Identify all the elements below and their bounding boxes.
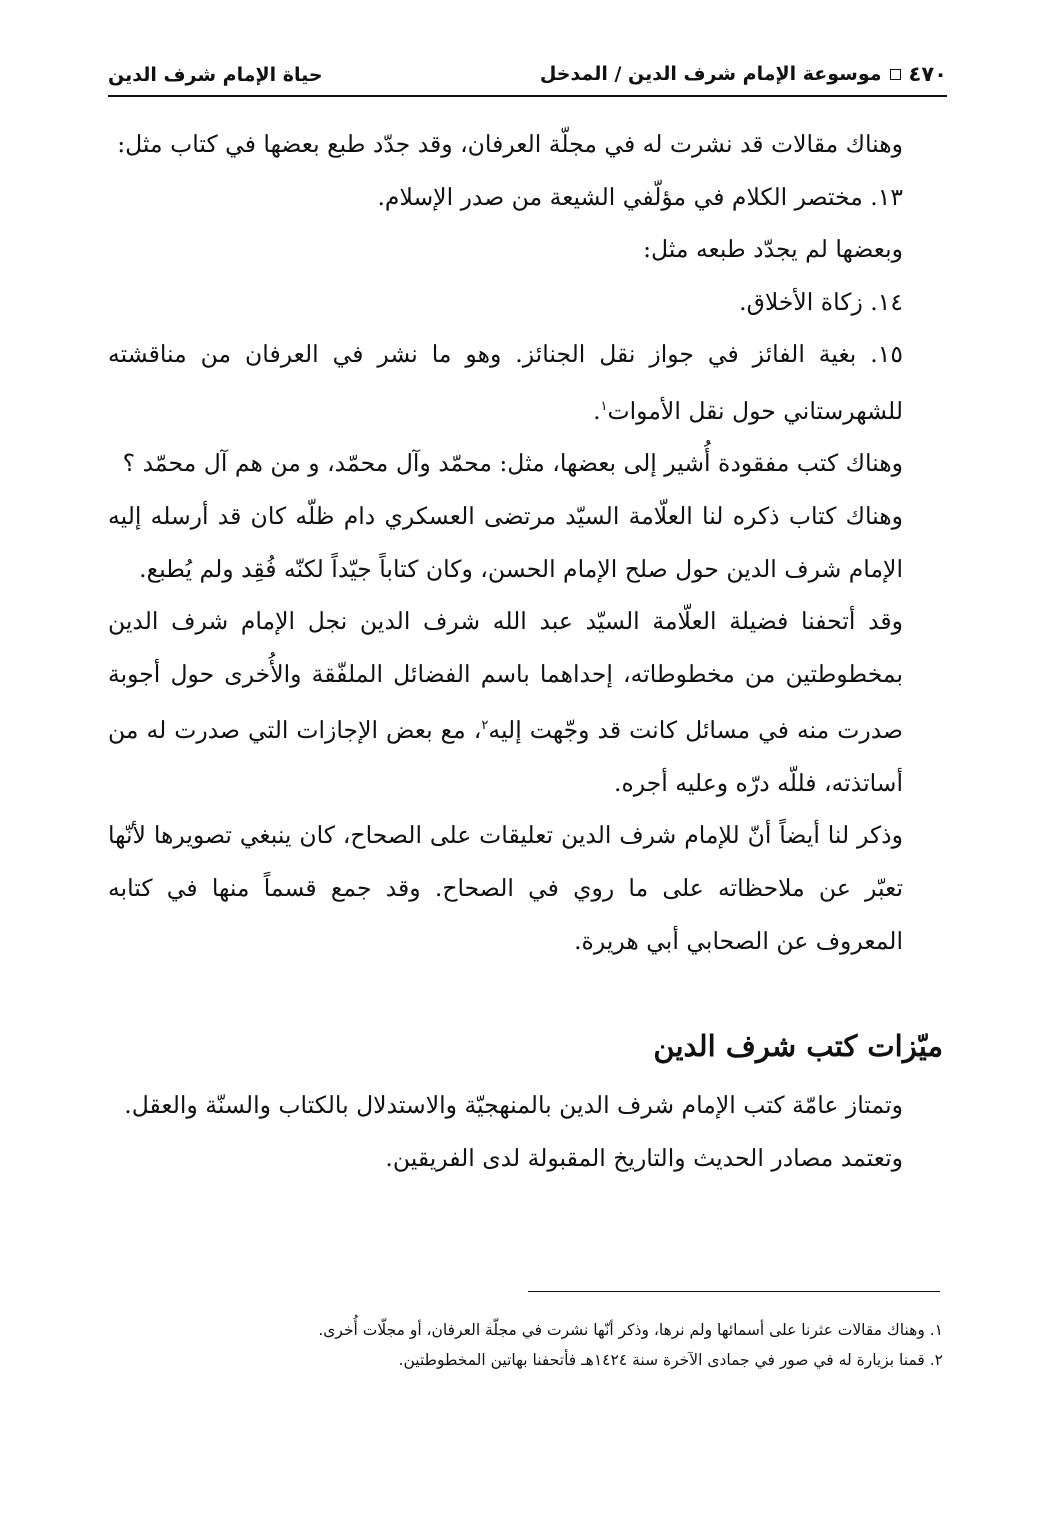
paragraph-text: وقد أتحفنا فضيلة العلّامة السيّد عبد الله شرف الدين نجل الإمام شرف الدين بمخطوطتين من مخطوطاته، إحداهما باسم الفضائل الملفّقة والأُخرى حول أجوبة صدرت منه في مسائل كانت قد وجّهت إليه [108, 607, 903, 745]
footnote-ref: ١ [600, 398, 608, 414]
square-separator-icon [890, 69, 901, 80]
paragraph: وذكر لنا أيضاً أنّ للإمام شرف الدين تعليقات على الصحاح، كان ينبغي تصويرها لأنّها تعبّر عن ملاحظاته على ما روي في الصحاح. وقد جمع قسماً منها في كتابه المعروف عن الصحابي أبي هريرة. [108, 821, 903, 955]
footnote-rule [528, 1291, 940, 1292]
book-title: موسوعة الإمام شرف الدين / المدخل [539, 63, 882, 85]
paragraph: وهناك كتاب ذكره لنا العلّامة السيّد مرتضى العسكري دام ظلّه كان قد أرسله إليه الإمام شرف الدين حول صلح الإمام الحسن، وكان كتاباً جيّداً لكنّه فُقِد ولم يُطبع. [108, 501, 903, 583]
list-item-text: ١٥. بغية الفائز في جواز نقل الجنائز. وهو ما نشر في العرفان من مناقشته للشهرستاني حول نقل الأموات [108, 340, 903, 425]
running-title: حياة الإمام شرف الدين [108, 64, 323, 86]
body-text [108, 118, 943, 1184]
footnote: ٢. قمنا بزيارة له في صور في جمادى الآخرة سنة ١٤٢٤هـ فأتحفنا بهاتين المخطوطتين. [398, 1351, 943, 1369]
header-right [540, 62, 947, 86]
footnote-ref: ٢ [481, 718, 489, 734]
list-item: ١٥. بغية الفائز في جواز نقل الجنائز. وهو ما نشر في العرفان من مناقشته للشهرستاني حول نقل الأموات$^١$. [108, 340, 903, 425]
paragraph: وتعتمد مصادر الحديث والتاريخ المقبولة لدى الفريقين. [385, 1143, 903, 1172]
paragraph: وهناك مقالات قد نشرت له في مجلّة العرفان، وقد جدّد طبع بعضها في كتاب مثل: [117, 130, 903, 158]
paragraph: وتمتاز عامّة كتب الإمام شرف الدين بالمنهجيّة والاستدلال بالكتاب والسنّة والعقل. [124, 1091, 903, 1120]
list-item: ١٤. زكاة الأخلاق. [739, 287, 903, 316]
header-rule [108, 95, 947, 97]
paragraph [108, 595, 943, 809]
footnote: ١. وهناك مقالات عثرنا على أسمائها ولم نرها، وذكر أنّها نشرت في مجلّة العرفان، أو مجلّات أُخرى. [318, 1321, 943, 1339]
section-heading: ميّزات كتب شرف الدين [653, 1029, 943, 1064]
paragraph: وهناك كتب مفقودة أُشير إلى بعضها، مثل: محمّد وآل محمّد، و من هم آل محمّد ؟ [122, 449, 903, 478]
paragraph-text: ، مع بعض الإجازات التي صدرت له من أساتذته، فللّه درّه وعليه أجره. [108, 716, 903, 797]
paragraph: وبعضها لم يجدّد طبعه مثل: [643, 235, 903, 264]
page-number: ٤٧٠ [908, 62, 947, 86]
footnotes [108, 1315, 943, 1375]
page-header [108, 46, 947, 86]
list-item: ١٣. مختصر الكلام في مؤلّفي الشيعة من صدر الإسلام. [377, 182, 903, 211]
